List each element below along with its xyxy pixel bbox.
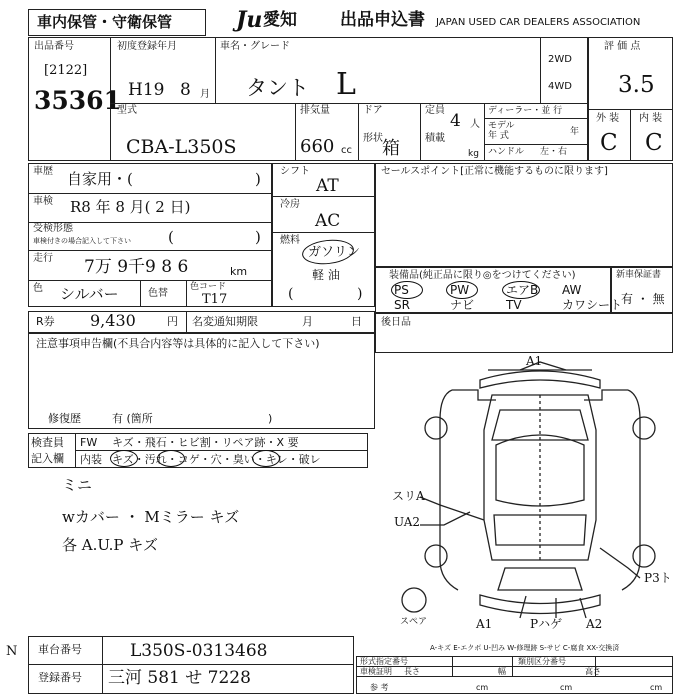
chassis-number-value: L350S-0313468 bbox=[130, 641, 268, 661]
org-name: 愛知 bbox=[263, 10, 297, 30]
chassis-number-label: 車台番号 bbox=[38, 643, 82, 656]
association-name: JAPAN USED CAR DEALERS ASSOCIATION bbox=[436, 17, 641, 28]
exterior-label: 外 装 bbox=[596, 113, 620, 124]
fuel-label: 燃料 bbox=[280, 235, 300, 246]
fuel-value: ガソリン bbox=[308, 245, 361, 260]
fuel-diesel-option: 軽 油 bbox=[312, 268, 340, 282]
equipment-item: エアB bbox=[506, 283, 539, 297]
inspector-label-1: 検査員 bbox=[31, 436, 64, 449]
r-ticket-label: R券 bbox=[36, 315, 55, 328]
era-year-value: H19 bbox=[128, 80, 165, 100]
receive-form-close: ) bbox=[255, 228, 261, 246]
cm-unit-1: cm bbox=[476, 683, 489, 692]
inspection-label: 車検 bbox=[33, 196, 53, 207]
load-label: 積載 bbox=[425, 133, 445, 144]
history-value: 自家用・( bbox=[67, 170, 133, 188]
damage-mark-left-1: スリA bbox=[392, 489, 425, 503]
cert-label: 車検証明 bbox=[360, 667, 392, 676]
body-shape-label: 形状 bbox=[363, 133, 383, 144]
capacity-label: 定員 bbox=[425, 105, 445, 116]
color-label: 色 bbox=[33, 283, 43, 294]
plate-number-label: 登録番号 bbox=[38, 671, 82, 684]
equipment-item: AW bbox=[562, 283, 582, 297]
logo-mark: Ju bbox=[236, 7, 263, 33]
damage-mark-bottom-a2: A2 bbox=[586, 617, 603, 631]
damage-mark-top-a1: A1 bbox=[526, 354, 543, 368]
lot-number-label: 出品番号 bbox=[34, 41, 74, 52]
shift-value: AT bbox=[316, 176, 339, 196]
renewal-day: 日 bbox=[351, 315, 362, 328]
handle-label: ハンドル bbox=[488, 147, 525, 157]
repair-history-close: ) bbox=[268, 412, 273, 425]
score-value: 3.5 bbox=[618, 72, 655, 98]
reference-label: 参 考 bbox=[370, 683, 389, 692]
damage-mark-bottom-a1: A1 bbox=[476, 617, 493, 631]
rear-items-label: 後日品 bbox=[381, 317, 411, 328]
inspector-row2-head: 内装 bbox=[80, 453, 102, 466]
handle-value: 左・右 bbox=[540, 147, 568, 157]
color-code-label: 色コード bbox=[190, 282, 227, 292]
load-unit: kg bbox=[468, 149, 479, 159]
body-shape-value: 箱 bbox=[382, 138, 400, 159]
cm-unit-3: cm bbox=[650, 683, 663, 692]
repaint-label: 色替 bbox=[148, 288, 168, 299]
exterior-grade: C bbox=[600, 130, 618, 156]
shape-number-label: 形式指定番号 bbox=[360, 657, 408, 666]
mileage-value: 7万 9千9 8 6 bbox=[84, 257, 189, 277]
inspection-value: R8 年 8 月( 2 日) bbox=[70, 198, 191, 216]
equipment-label: 装備品(純正品に限り◎をつけてください) bbox=[389, 270, 576, 281]
dealer-label: ディーラー・並 行 bbox=[488, 106, 563, 116]
damage-code-legend: A-キズ E-エクボ U-凹み W-修理跡 S-サビ C-腐食 XX-交換済 bbox=[430, 644, 620, 652]
displacement-label: 排気量 bbox=[300, 105, 330, 116]
cm-unit-2: cm bbox=[560, 683, 573, 692]
first-reg-month: 8 bbox=[180, 80, 191, 100]
inspector-row2-text: キズ・汚れ・コゲ・穴・臭い・キレ・破レ bbox=[112, 453, 321, 466]
model-year-label: モデル bbox=[488, 121, 515, 131]
model-type-value: CBA-L350S bbox=[126, 136, 237, 158]
warranty-value: 有 ・ 無 bbox=[621, 292, 665, 306]
doc-title: 出品申込書 bbox=[340, 10, 425, 30]
displacement-value: 660 bbox=[300, 136, 335, 157]
r-ticket-unit: 円 bbox=[167, 315, 178, 328]
sales-points-label: セールスポイント[正常に機能するものに限ります] bbox=[381, 166, 608, 177]
warranty-label: 新車保証書 bbox=[616, 270, 662, 280]
drive-2wd: 2WD bbox=[548, 54, 572, 65]
mileage-unit: km bbox=[230, 265, 248, 278]
renewal-month: 月 bbox=[302, 315, 313, 328]
receive-form-note: 車検付きの場合記入して下さい bbox=[33, 237, 131, 245]
cooling-value: AC bbox=[315, 211, 341, 231]
inspector-label-2: 記入欄 bbox=[31, 452, 64, 465]
storage-label: 車内保管・守衛保管 bbox=[37, 13, 173, 31]
shift-label: シフト bbox=[280, 166, 310, 177]
car-grade-value: L bbox=[336, 67, 356, 102]
spare-tire-label: スペア bbox=[400, 617, 428, 627]
score-label: 評 価 点 bbox=[604, 41, 641, 52]
year-label: 年 式 bbox=[488, 131, 509, 141]
r-ticket-value: 9,430 bbox=[90, 311, 136, 330]
capacity-unit: 人 bbox=[470, 119, 480, 130]
year-unit: 年 bbox=[570, 127, 580, 137]
fuel-paren-open: ( bbox=[288, 286, 294, 302]
door-label: ドア bbox=[363, 105, 383, 116]
damage-mark-right-1: P3ト bbox=[644, 571, 672, 585]
width-label: 幅 bbox=[498, 667, 506, 676]
month-unit: 月 bbox=[200, 89, 210, 100]
handwritten-note-2: wカバー ・ Mミラー キズ bbox=[62, 508, 240, 526]
attention-label: 注意事項申告欄(不具合内容等は具体的に記入して下さい) bbox=[36, 337, 320, 350]
corner-mark: N bbox=[6, 644, 18, 659]
receive-form-label: 受検形態 bbox=[33, 223, 73, 234]
handwritten-note-1: ミニ bbox=[62, 476, 93, 494]
equipment-item: PS bbox=[394, 283, 409, 297]
plate-number-value: 三河 581 せ 7228 bbox=[108, 668, 251, 688]
first-registration-label: 初度登録年月 bbox=[117, 41, 177, 52]
displacement-unit: cc bbox=[341, 145, 352, 156]
receive-form-open: ( bbox=[168, 228, 174, 246]
inspector-row1-head: FW bbox=[80, 436, 98, 449]
damage-mark-bottom-center: Pハゲ bbox=[530, 617, 563, 631]
renewal-deadline-label: 名変通知期限 bbox=[192, 315, 258, 328]
length-label: 長さ bbox=[404, 667, 420, 676]
repair-history-label: 修復歴 bbox=[48, 412, 81, 425]
equipment-item: ナビ bbox=[450, 298, 475, 312]
interior-label: 内 装 bbox=[639, 113, 663, 124]
history-close: ) bbox=[255, 170, 261, 188]
equipment-item: SR bbox=[394, 298, 410, 312]
equipment-item: TV bbox=[506, 298, 522, 312]
interior-grade: C bbox=[645, 130, 663, 156]
model-type-label: 型式 bbox=[117, 105, 137, 116]
mileage-label: 走行 bbox=[33, 253, 53, 264]
capacity-value: 4 bbox=[450, 111, 461, 131]
equipment-item: カワシート bbox=[562, 298, 623, 312]
car-name-label: 車名・グレード bbox=[220, 41, 290, 52]
repair-history-value: 有 (箇所 bbox=[112, 412, 153, 425]
fuel-paren-close: ) bbox=[357, 286, 363, 302]
color-value: シルバー bbox=[60, 285, 119, 303]
category-number-label: 類別区分番号 bbox=[518, 657, 566, 666]
history-label: 車歴 bbox=[33, 166, 53, 177]
damage-mark-left-2: UA2 bbox=[394, 515, 421, 529]
height-label: 高さ bbox=[585, 667, 601, 676]
drive-4wd: 4WD bbox=[548, 81, 572, 92]
equipment-item: PW bbox=[450, 283, 470, 297]
color-code-value: T17 bbox=[202, 292, 228, 307]
inspector-row1-text: キズ・飛石・ヒビ割・リペア跡・X 要 bbox=[112, 436, 299, 449]
handwritten-note-3: 各 A.U.P キズ bbox=[62, 536, 158, 554]
lot-sub-number: [2122] bbox=[44, 63, 88, 78]
cooling-label: 冷房 bbox=[280, 199, 300, 210]
lot-number: 35361 bbox=[34, 86, 121, 115]
car-name-value: タント bbox=[246, 76, 309, 100]
